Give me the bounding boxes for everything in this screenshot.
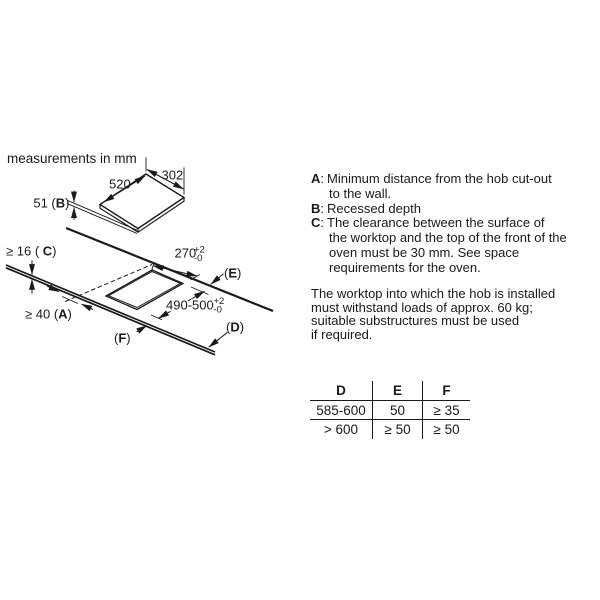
dim-16-label: ≥ 16 ( C) [6,243,57,259]
legend-text: oven must be 30 mm. See space [329,244,520,260]
dim-270-tol-minus: -0 [194,253,203,264]
table-header-d: D [310,381,372,401]
dim-51-label: 51 (B) [33,195,70,211]
legend-text: Minimum distance from the hob cut-out [327,171,552,186]
dim-490-tol-minus: -0 [213,304,222,316]
dim-51-ext-line-bottom [67,203,137,233]
dim-302-label: 302 [161,167,184,183]
worktop-load-paragraph [311,287,599,341]
dim-40-label: ≥ 40 (A) [25,306,72,322]
table-header-f: F [423,381,470,401]
legend-letter-c: C [311,215,321,231]
table-cell: ≥ 35 [423,401,470,420]
paragraph-line: suitable substructures must be used [311,313,520,329]
table-cell: ≥ 50 [433,422,460,437]
paragraph-line: must withstand loads of approx. 60 kg; [311,299,533,315]
legend-text: the worktop and the top of the front of the [329,230,567,246]
paragraph-line: if required. [311,326,373,342]
legend-item-c [311,216,599,275]
label-f-arrow [137,326,147,332]
legend-text: to the wall. [329,185,392,201]
dim-40-arrow-right [82,304,94,309]
legend-text: The clearance between the surface of [327,215,545,231]
hob-thickness-outline [100,198,184,233]
label-e-arrow [211,274,224,285]
def-dimension-table [310,381,470,439]
table-cell: 585-600 [310,401,372,420]
label-f: (F) [114,330,131,346]
legend-colon: : [320,215,325,231]
label-d-arrow [209,332,228,347]
table-cell: > 600 [323,422,359,437]
label-e: (E) [224,265,242,281]
legend-text: Recessed depth [327,200,421,216]
dim-51-ext-line-top [67,200,137,230]
table-cell: 50 [372,401,423,420]
table-cell: ≥ 50 [372,420,423,439]
dim-490-ext-line-right [191,287,209,295]
legend-letter-b: B [311,200,321,216]
dim-490-label: 490-500 [166,297,214,313]
dim-270-tol-plus: +2 [194,244,205,256]
dim-520-label: 520 [109,176,131,192]
dim-270-label: 270 [174,245,197,261]
legend-colon: : [320,200,325,216]
legend-letter-a: A [311,171,321,186]
paragraph-line: The worktop into which the hob is installed [311,286,556,301]
legend-text: requirements for the oven. [329,259,481,275]
legend [311,172,599,276]
measurements-note: measurements in mm [7,151,137,166]
dim-490-tol-plus: +2 [213,296,225,307]
legend-item-b [311,202,599,217]
table-header-e: E [372,381,423,401]
legend-item-a [311,172,599,202]
label-d: (D) [226,319,245,335]
legend-colon: : [320,171,325,186]
